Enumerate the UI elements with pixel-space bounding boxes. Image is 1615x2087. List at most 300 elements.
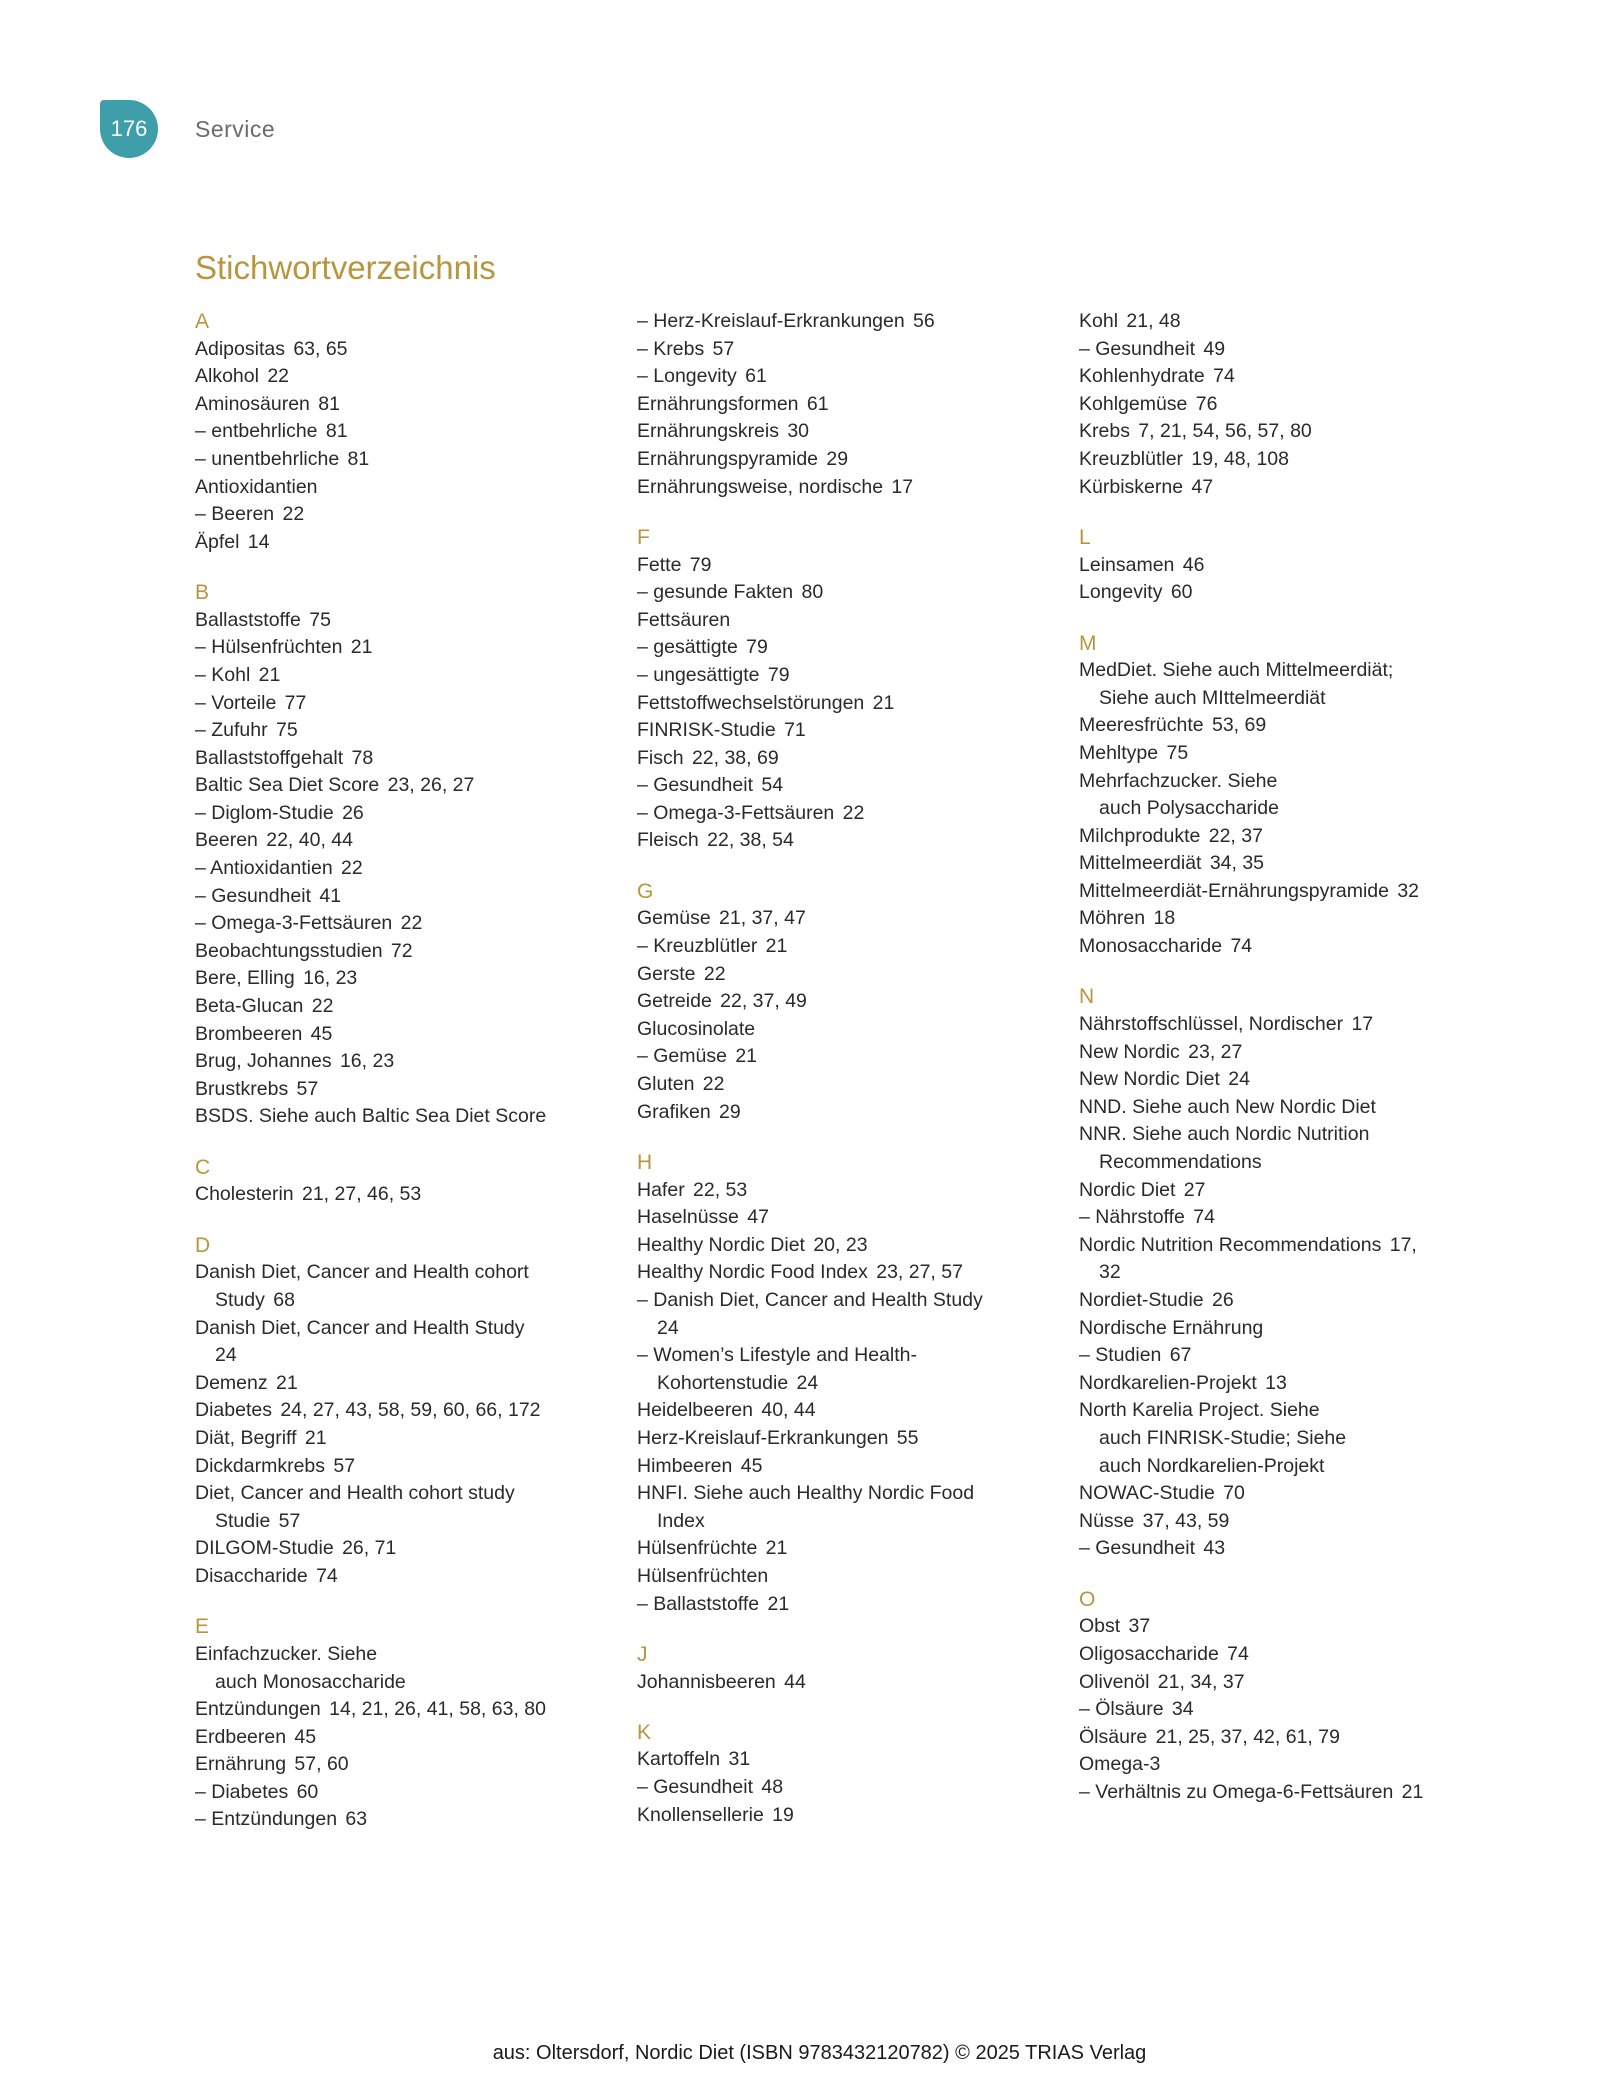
index-entry-continuation	[1079, 685, 1499, 713]
entry-term: – Kreuzblütler	[637, 935, 758, 958]
index-entry	[637, 1746, 1067, 1774]
index-entry	[637, 1204, 1067, 1232]
index-section	[637, 1719, 1067, 1829]
entry-pages: 21	[765, 935, 788, 958]
index-section	[637, 878, 1067, 1126]
entry-pages: 75	[275, 719, 298, 742]
index-section	[1079, 630, 1499, 961]
entry-term: – gesättigte	[637, 636, 738, 659]
entry-pages: 32	[1099, 1261, 1121, 1284]
source-footer: aus: Oltersdorf, Nordic Diet (ISBN 9783432120782) © 2025 TRIAS Verlag	[492, 2042, 1147, 2064]
index-entry	[195, 1181, 625, 1209]
index-section	[195, 1613, 625, 1834]
index-letter: C	[195, 1155, 211, 1179]
entry-pages: 81	[318, 392, 340, 415]
index-subentry	[1079, 1535, 1499, 1563]
entry-term: Mehrfachzucker. Siehe	[1079, 769, 1278, 792]
entry-term: auch Nordkarelien-Projekt	[1099, 1454, 1325, 1477]
index-subentry	[195, 717, 625, 745]
entry-pages: 45	[294, 1725, 317, 1748]
entry-pages: 40, 44	[761, 1399, 816, 1422]
index-entry	[1079, 1508, 1499, 1536]
entry-pages: 23, 27, 57	[876, 1261, 963, 1284]
entry-term: Entzündungen	[195, 1698, 321, 1721]
entry-term: Hülsenfrüchten	[637, 1564, 769, 1587]
entry-pages: 22, 37, 49	[720, 990, 807, 1013]
entry-pages: 75	[309, 608, 331, 631]
index-subentry	[1079, 336, 1499, 364]
entry-pages: 74	[1213, 365, 1235, 388]
entry-pages: 55	[896, 1426, 919, 1449]
entry-term: Danish Diet, Cancer and Health cohort	[195, 1261, 529, 1284]
entry-term: Äpfel	[195, 530, 240, 553]
entry-term: – entbehrliche	[195, 420, 318, 443]
index-section	[1079, 1586, 1499, 1807]
entry-pages: 21, 37, 47	[719, 907, 806, 930]
entry-term: NOWAC-Studie	[1079, 1482, 1215, 1505]
running-header-section: Service	[195, 116, 276, 142]
entry-term: Nordiet-Studie	[1079, 1288, 1204, 1311]
entry-term: NNR. Siehe auch Nordic Nutrition	[1079, 1123, 1370, 1146]
index-entry	[1079, 1370, 1499, 1398]
entry-term: – Gesundheit	[637, 774, 754, 797]
index-entry	[637, 1669, 1067, 1697]
entry-term: – Gesundheit	[637, 1776, 754, 1799]
index-subentry	[195, 883, 625, 911]
entry-pages: 22, 53	[693, 1178, 748, 1201]
entry-term: Ölsäure	[1079, 1725, 1148, 1748]
entry-term: Aminosäuren	[195, 392, 310, 415]
entry-term: Nordic Diet	[1079, 1178, 1176, 1201]
entry-pages: 43	[1203, 1537, 1226, 1560]
index-entry	[637, 961, 1067, 989]
index-entry-continuation	[1079, 1453, 1499, 1481]
index-column-3	[1079, 308, 1499, 1806]
entry-pages: 67	[1169, 1344, 1192, 1367]
index-entry	[637, 446, 1067, 474]
index-section	[195, 1232, 625, 1591]
entry-term: – Antioxidantien	[195, 857, 333, 880]
entry-term: Study	[215, 1288, 265, 1311]
entry-pages: 24	[215, 1344, 237, 1367]
index-entry	[195, 1535, 625, 1563]
entry-pages: 78	[351, 746, 374, 769]
index-entry	[195, 745, 625, 773]
index-entry	[1079, 1397, 1499, 1425]
entry-pages: 32	[1397, 879, 1420, 902]
entry-pages: 37, 43, 59	[1142, 1509, 1230, 1532]
entry-term: – Herz-Kreislauf-Erkrankungen	[637, 310, 905, 332]
entry-term: Diabetes	[195, 1399, 272, 1422]
index-entry-continuation	[195, 1342, 625, 1370]
entry-term: Krebs	[1079, 420, 1130, 443]
entry-term: Oligosaccharide	[1079, 1642, 1219, 1665]
index-entry	[1079, 1066, 1499, 1094]
index-entry	[195, 827, 625, 855]
index-entry-continuation	[195, 1287, 625, 1315]
entry-term: Obst	[1079, 1615, 1121, 1638]
index-entry	[195, 1103, 625, 1131]
entry-pages: 47	[1191, 475, 1214, 498]
index-entry-continuation	[1079, 1259, 1499, 1287]
entry-pages: 22, 38, 69	[691, 746, 779, 769]
entry-pages: 16, 23	[339, 1050, 395, 1073]
entry-pages: 14, 21, 26, 41, 58, 63, 80	[329, 1698, 546, 1721]
entry-term: Danish Diet, Cancer and Health Study	[195, 1316, 525, 1339]
entry-term: – Ballaststoffe	[637, 1592, 760, 1615]
entry-pages: 48	[761, 1776, 784, 1799]
entry-term: – Beeren	[195, 503, 275, 526]
entry-pages: 21	[350, 636, 373, 659]
entry-term: New Nordic Diet	[1079, 1068, 1220, 1091]
entry-term: New Nordic	[1079, 1040, 1180, 1063]
index-entry	[637, 1535, 1067, 1563]
index-entry	[637, 1232, 1067, 1260]
index-subentry	[195, 634, 625, 662]
entry-term: – Gesundheit	[195, 884, 312, 907]
entry-term: Glucosinolate	[637, 1017, 756, 1040]
index-entry	[195, 1076, 625, 1104]
index-entry-continuation	[637, 1370, 1067, 1398]
index-subentry	[637, 1342, 1067, 1370]
entry-pages: 26	[1212, 1288, 1234, 1311]
index-section	[637, 308, 1067, 501]
entry-term: – Diabetes	[195, 1780, 289, 1803]
entry-pages: 17	[1351, 1013, 1374, 1036]
entry-term: Siehe auch MIttelmeerdiät	[1099, 686, 1326, 709]
entry-term: North Karelia Project. Siehe	[1079, 1399, 1320, 1422]
entry-term: Mehltype	[1079, 741, 1159, 764]
entry-term: Mittelmeerdiät	[1079, 852, 1202, 875]
entry-pages: 77	[284, 691, 307, 714]
index-entry	[195, 1048, 625, 1076]
entry-pages: 22	[703, 962, 726, 985]
entry-term: Antioxidantien	[195, 475, 318, 498]
entry-term: – Studien	[1079, 1344, 1162, 1367]
index-subentry	[195, 800, 625, 828]
entry-pages: 21	[767, 1592, 790, 1615]
entry-pages: 76	[1195, 392, 1218, 415]
index-entry	[1079, 1724, 1499, 1752]
index-letter: J	[637, 1642, 648, 1666]
index-letter: E	[195, 1615, 210, 1639]
entry-pages: 22	[282, 503, 305, 526]
entry-term: – Entzündungen	[195, 1808, 338, 1831]
entry-pages: 57	[333, 1454, 356, 1477]
entry-term: – unentbehrliche	[195, 447, 340, 470]
entry-term: Recommendations	[1099, 1151, 1262, 1174]
entry-term: Kreuzblütler	[1079, 447, 1184, 470]
index-entry	[637, 1563, 1067, 1591]
entry-term: – Verhältnis zu Omega-6-Fettsäuren	[1079, 1780, 1394, 1803]
index-entry	[637, 474, 1067, 502]
entry-term: Beta-Glucan	[195, 995, 304, 1018]
entry-term: Omega-3	[1079, 1753, 1161, 1776]
entry-pages: 54	[761, 774, 784, 797]
entry-term: Einfachzucker. Siehe	[195, 1642, 378, 1665]
entry-pages: 21, 48	[1126, 310, 1181, 332]
entry-pages: 7, 21, 54, 56, 57, 80	[1138, 420, 1312, 443]
entry-pages: 81	[347, 447, 370, 470]
entry-pages: 61	[745, 365, 767, 388]
index-entry	[637, 1397, 1067, 1425]
entry-term: Gemüse	[637, 907, 711, 930]
entry-pages: 21	[1401, 1780, 1424, 1803]
entry-term: Baltic Sea Diet Score	[195, 774, 380, 797]
entry-term: Ernährungskreis	[637, 420, 779, 443]
entry-pages: 21, 25, 37, 42, 61, 79	[1155, 1725, 1340, 1748]
index-subentry	[637, 1287, 1067, 1315]
entry-pages: 74	[316, 1564, 338, 1587]
index-entry	[1079, 579, 1499, 607]
entry-pages: 24	[1228, 1068, 1250, 1091]
entry-pages: 47	[747, 1206, 769, 1229]
index-subentry	[1079, 1342, 1499, 1370]
entry-term: Fisch	[637, 746, 684, 769]
entry-term: Kartoffeln	[637, 1748, 721, 1771]
entry-pages: 22	[842, 801, 865, 824]
index-subentry	[637, 772, 1067, 800]
index-entry	[1079, 1232, 1499, 1260]
entry-term: Ernährungsweise, nordische	[637, 475, 884, 498]
entry-pages: 56	[913, 310, 935, 332]
entry-term: – Omega-3-Fettsäuren	[195, 912, 393, 935]
entry-pages: 24	[657, 1316, 679, 1339]
index-subentry	[195, 418, 625, 446]
index-entry	[1079, 1121, 1499, 1149]
entry-pages: 24, 27, 43, 58, 59, 60, 66, 172	[280, 1399, 541, 1422]
entry-term: Nordkarelien-Projekt	[1079, 1371, 1257, 1394]
entry-pages: 27	[1183, 1178, 1206, 1201]
entry-pages: 18	[1153, 907, 1176, 930]
index-entry	[195, 1425, 625, 1453]
entry-term: Meeresfrüchte	[1079, 714, 1204, 737]
entry-term: auch Monosaccharide	[215, 1670, 406, 1693]
index-entry	[1079, 878, 1499, 906]
entry-pages: 17,	[1389, 1233, 1417, 1256]
entry-term: Kohlgemüse	[1079, 392, 1188, 415]
entry-term: – Vorteile	[195, 691, 277, 714]
index-entry	[1079, 1094, 1499, 1122]
index-entry	[195, 1397, 625, 1425]
entry-term: – Gemüse	[637, 1045, 727, 1068]
index-subentry	[637, 1591, 1067, 1619]
index-entry	[1079, 308, 1499, 336]
index-letter: N	[1079, 985, 1095, 1009]
index-section	[1079, 983, 1499, 1562]
index-entry	[1079, 552, 1499, 580]
entry-pages: 79	[767, 663, 790, 686]
entry-pages: 29	[826, 447, 849, 470]
entry-term: NND. Siehe auch New Nordic Diet	[1079, 1095, 1376, 1118]
entry-pages: 21, 34, 37	[1157, 1670, 1245, 1693]
entry-term: DILGOM-Studie	[195, 1537, 334, 1560]
entry-term: – Women’s Lifestyle and Health-	[637, 1344, 918, 1367]
index-section	[1079, 524, 1499, 607]
index-subentry	[637, 662, 1067, 690]
index-subentry	[637, 933, 1067, 961]
entry-term: Alkohol	[195, 365, 259, 388]
index-section	[1079, 308, 1499, 501]
entry-pages: 34	[1171, 1698, 1194, 1721]
index-entry	[195, 1641, 625, 1669]
entry-term: – Zufuhr	[195, 719, 268, 742]
entry-term: Ballaststoffe	[195, 608, 301, 631]
entry-term: Milchprodukte	[1079, 824, 1201, 847]
entry-term: Mittelmeerdiät-Ernährungspyramide	[1079, 879, 1389, 902]
index-entry	[1079, 1287, 1499, 1315]
entry-pages: 79	[689, 553, 712, 576]
entry-term: Johannisbeeren	[637, 1670, 776, 1693]
entry-term: Ernährungsformen	[637, 392, 799, 415]
entry-term: Grafiken	[637, 1100, 711, 1123]
index-entry	[1079, 418, 1499, 446]
entry-term: Fettsäuren	[637, 608, 731, 631]
index-section	[637, 524, 1067, 855]
index-entry	[1079, 905, 1499, 933]
entry-term: Demenz	[195, 1371, 268, 1394]
entry-pages: 17	[891, 475, 914, 498]
index-entry	[195, 1370, 625, 1398]
entry-pages: 61	[806, 392, 829, 415]
entry-term: Himbeeren	[637, 1454, 733, 1477]
entry-pages: 49	[1203, 337, 1226, 360]
index-entry-continuation	[1079, 1149, 1499, 1177]
index-column-2	[637, 308, 1067, 1829]
index-subentry	[637, 336, 1067, 364]
index-entry	[1079, 446, 1499, 474]
index-entry	[195, 529, 625, 557]
index-letter: G	[637, 879, 654, 903]
entry-pages: 70	[1223, 1482, 1245, 1505]
entry-term: Bere, Elling	[195, 967, 295, 990]
entry-pages: 22, 37	[1208, 824, 1263, 847]
entry-pages: 26, 71	[342, 1537, 397, 1560]
entry-term: Olivenöl	[1079, 1670, 1150, 1693]
page-title: Stichwortverzeichnis	[195, 249, 496, 286]
entry-term: Adipositas	[195, 337, 285, 360]
index-entry	[195, 1315, 625, 1343]
index-entry	[195, 1453, 625, 1481]
entry-pages: 24	[796, 1371, 819, 1394]
entry-pages: 37	[1128, 1615, 1151, 1638]
entry-term: Healthy Nordic Food Index	[637, 1261, 868, 1284]
index-letter: K	[637, 1720, 652, 1744]
index-entry	[195, 1480, 625, 1508]
index-entry	[1079, 768, 1499, 796]
index-entry	[1079, 391, 1499, 419]
index-entry	[1079, 823, 1499, 851]
index-section	[195, 1154, 625, 1209]
page-number-badge	[100, 100, 158, 158]
index-entry-continuation	[1079, 1425, 1499, 1453]
index-entry	[1079, 1641, 1499, 1669]
entry-pages: 74	[1230, 935, 1253, 958]
entry-term: Dickdarmkrebs	[195, 1454, 326, 1477]
index-entry	[637, 827, 1067, 855]
entry-term: Nordische Ernährung	[1079, 1316, 1264, 1339]
index-section	[195, 308, 625, 556]
entry-term: Ballaststoffgehalt	[195, 746, 344, 769]
entry-pages: 41	[319, 884, 342, 907]
entry-pages: 79	[746, 636, 768, 659]
entry-term: – Diglom-Studie	[195, 801, 334, 824]
index-subentry	[1079, 1696, 1499, 1724]
index-entry	[195, 1259, 625, 1287]
entry-term: Möhren	[1079, 907, 1146, 930]
index-entry	[1079, 363, 1499, 391]
entry-term: Hülsenfrüchte	[637, 1537, 758, 1560]
index-entry	[195, 772, 625, 800]
entry-pages: 21	[258, 663, 281, 686]
index-entry	[195, 1751, 625, 1779]
entry-term: – Gesundheit	[1079, 337, 1196, 360]
entry-term: Leinsamen	[1079, 553, 1175, 576]
index-entry	[637, 905, 1067, 933]
entry-pages: 22, 38, 54	[707, 829, 794, 852]
index-entry-continuation	[1079, 795, 1499, 823]
entry-pages: 22	[267, 365, 290, 388]
entry-term: Kürbiskerne	[1079, 475, 1184, 498]
index-entry	[195, 336, 625, 364]
entry-term: Fleisch	[637, 829, 699, 852]
index-entry	[195, 965, 625, 993]
index-subentry	[195, 910, 625, 938]
entry-pages: 30	[787, 420, 810, 443]
entry-pages: 60	[1170, 581, 1193, 604]
index-entry	[637, 418, 1067, 446]
index-entry	[637, 1177, 1067, 1205]
entry-term: Diät, Begriff	[195, 1426, 297, 1449]
entry-term: FINRISK-Studie	[637, 719, 776, 742]
index-letter: M	[1079, 631, 1097, 655]
entry-term: Diet, Cancer and Health cohort study	[195, 1482, 515, 1505]
index-entry	[637, 745, 1067, 773]
index-entry	[195, 1724, 625, 1752]
index-subentry	[637, 634, 1067, 662]
entry-pages: 22	[341, 857, 363, 880]
entry-term: Brug, Johannes	[195, 1050, 332, 1073]
index-entry	[195, 938, 625, 966]
entry-term: Nährstoffschlüssel, Nordischer	[1079, 1013, 1344, 1036]
entry-term: – Nährstoffe	[1079, 1206, 1185, 1229]
index-subentry	[195, 855, 625, 883]
entry-pages: 19, 48, 108	[1191, 447, 1289, 470]
index-entry	[637, 690, 1067, 718]
index-entry	[637, 1453, 1067, 1481]
entry-term: – Danish Diet, Cancer and Health Study	[637, 1288, 983, 1311]
index-entry	[1079, 1480, 1499, 1508]
entry-term: Healthy Nordic Diet	[637, 1233, 805, 1256]
index-entry	[195, 993, 625, 1021]
entry-pages: 60	[296, 1780, 319, 1803]
index-subentry	[195, 662, 625, 690]
entry-term: Cholesterin	[195, 1183, 294, 1206]
index-subentry	[637, 579, 1067, 607]
index-subentry	[637, 363, 1067, 391]
entry-pages: 53, 69	[1211, 714, 1267, 737]
entry-term: Ernährungspyramide	[637, 447, 819, 470]
entry-pages: 71	[784, 719, 806, 742]
index-subentry	[195, 690, 625, 718]
index-entry	[1079, 1177, 1499, 1205]
entry-pages: 16, 23	[303, 967, 358, 990]
index-entry	[195, 1021, 625, 1049]
entry-term: Index	[657, 1509, 705, 1532]
entry-pages: 63, 65	[293, 337, 348, 360]
entry-term: Getreide	[637, 990, 712, 1013]
index-subentry	[637, 800, 1067, 828]
